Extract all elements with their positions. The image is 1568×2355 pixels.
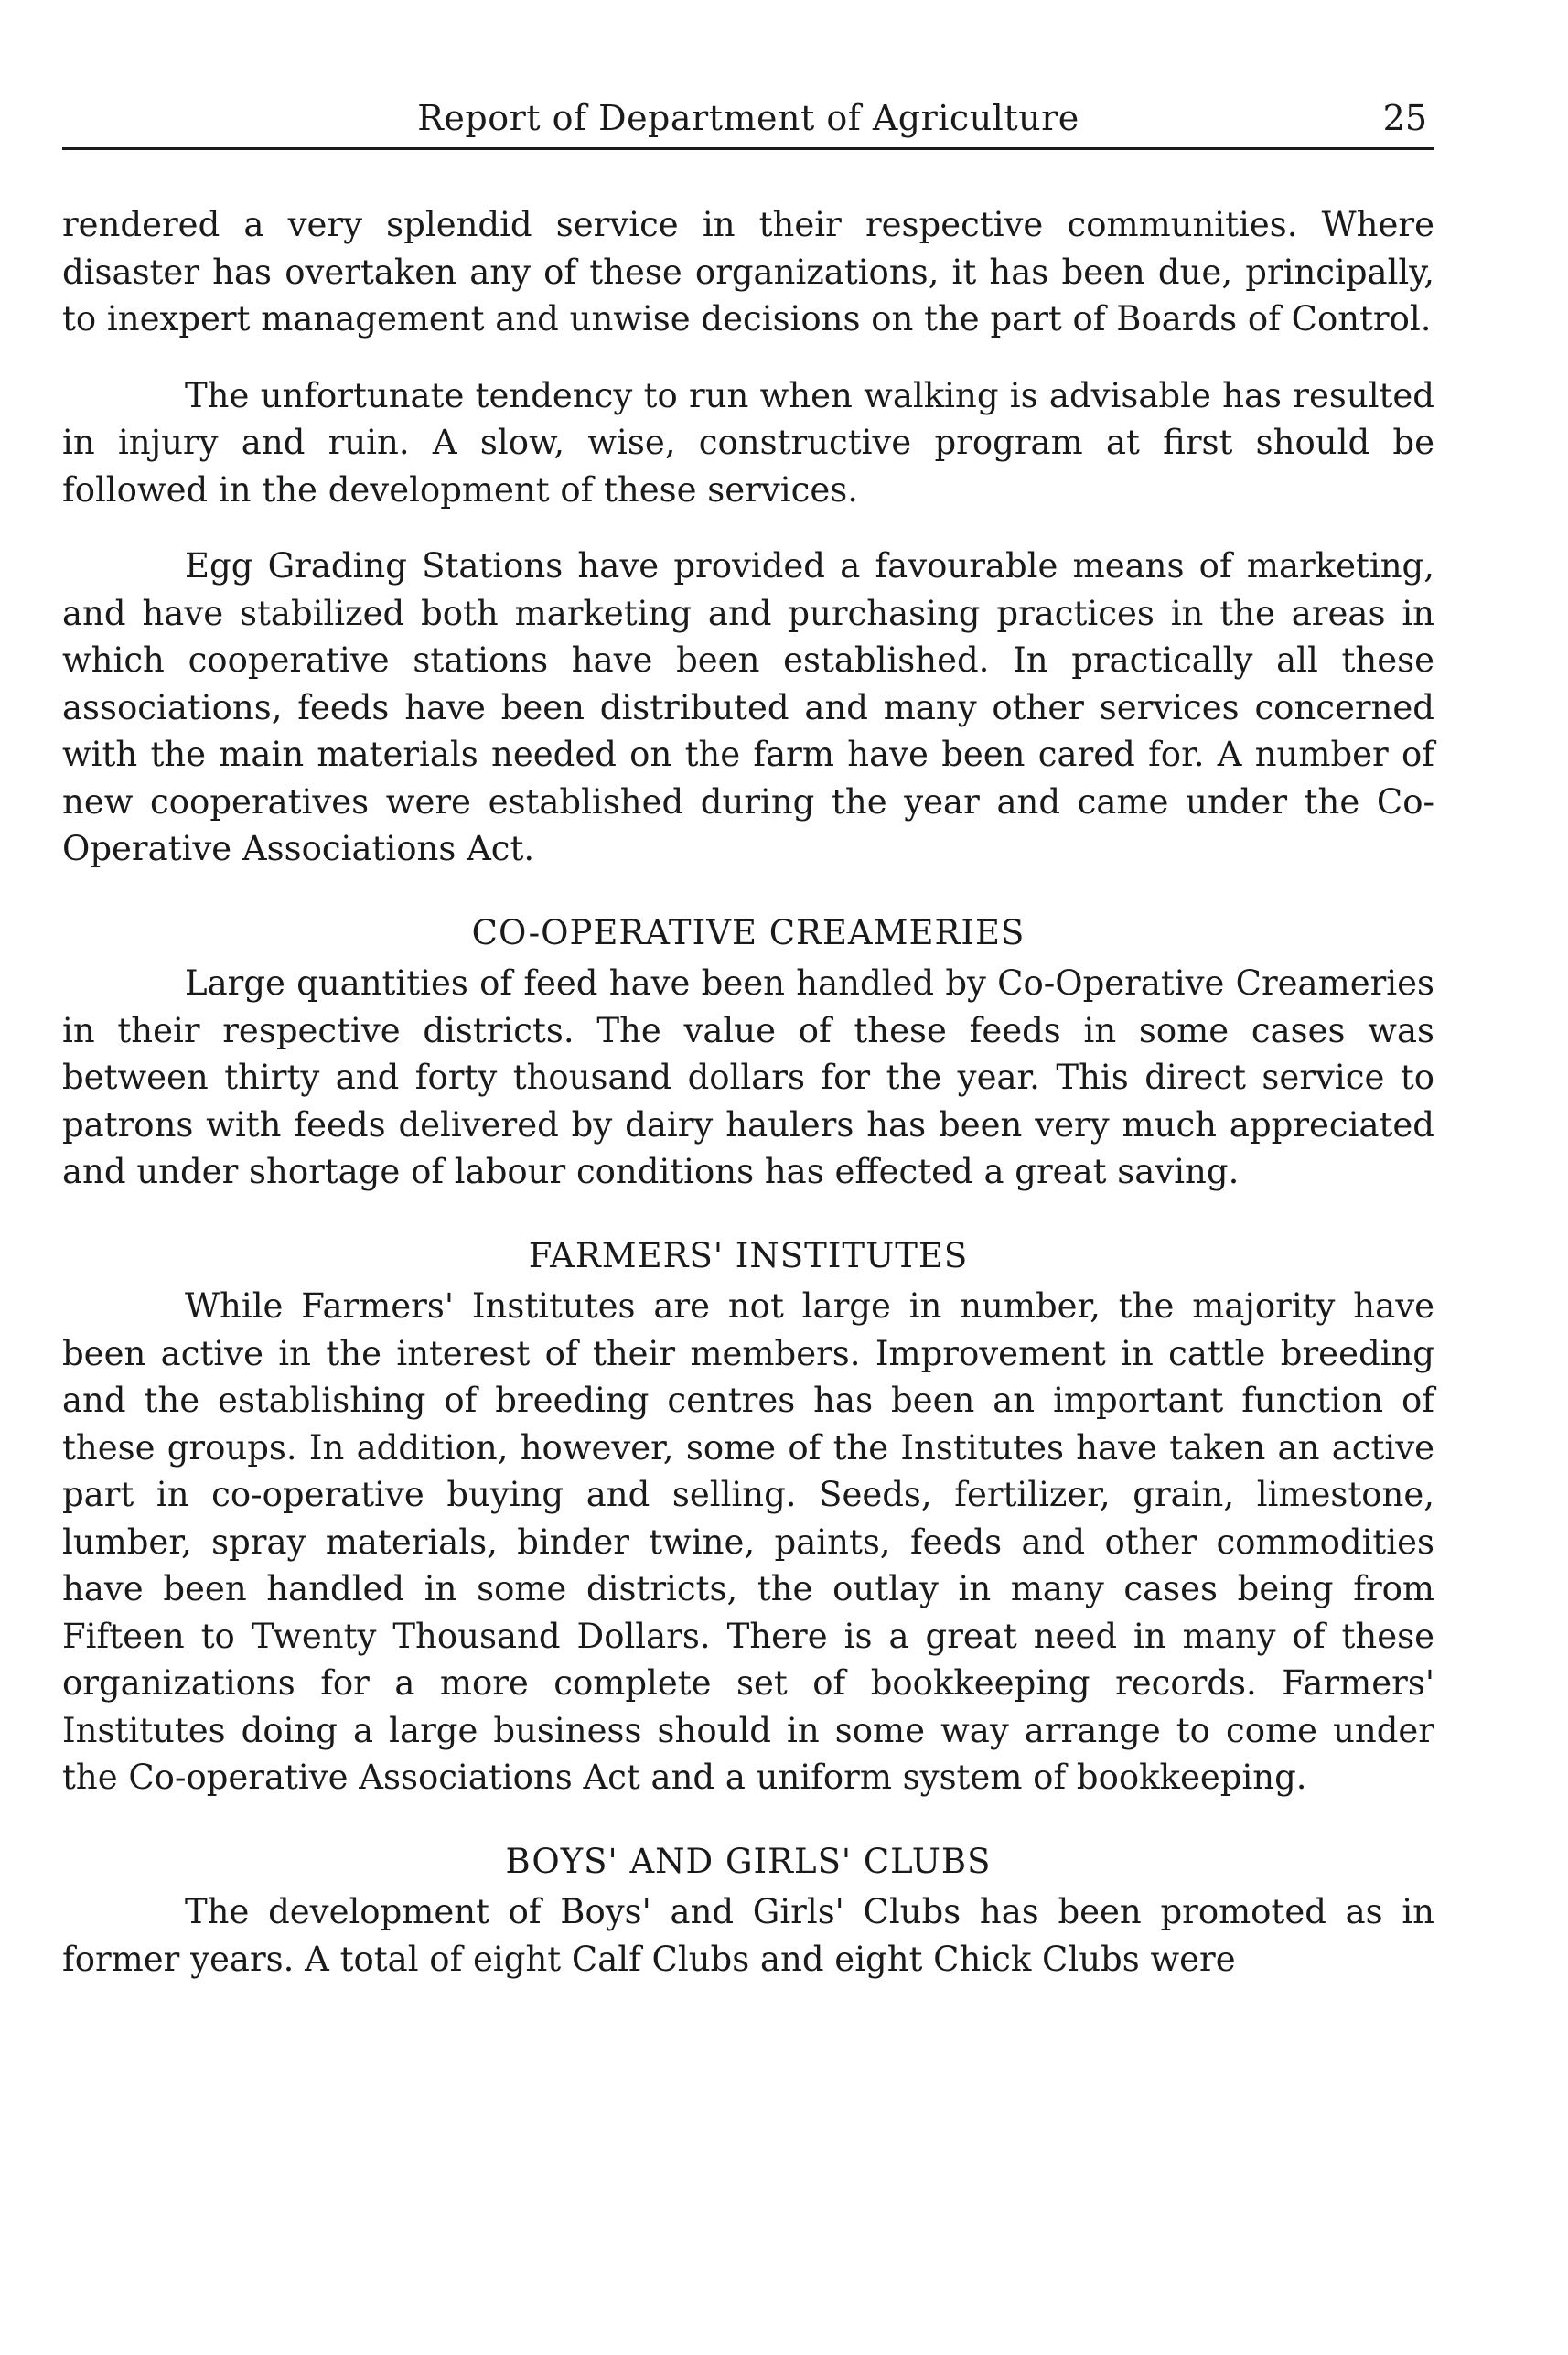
paragraph-tendency: The unfortunate tendency to run when walking is advisable has resulted in injury and ruin. A slow, wise, constructive program at first should be followed in the development of these services.	[62, 375, 1434, 510]
heading-cooperative-creameries: CO-OPERATIVE CREAMERIES	[471, 912, 1026, 952]
page-number: 25	[1382, 98, 1427, 138]
paragraph-institutes: While Farmers' Institutes are not large in number, the majority have been active in the interest of their members. Improvement in cattle breeding and the establishing of breeding centres has been an important function of these groups. In addition, however, some of the Institutes have taken an active part in co-operative buying and selling. Seeds, fertilizer, grain, limestone, lumber, spray materials, binder twine, paints, feeds and other commodities have been handled in some districts, the outlay in many cases being from Fifteen to Twenty Thousand Dollars. There is a great need in many of these organizations for a more complete set of bookkeeping records. Farmers' Institutes doing a large business should in some way arrange to come under the Co-operative Associations Act and a uniform system of bookkeeping.	[62, 1286, 1434, 1797]
paragraph-clubs: The development of Boys' and Girls' Clubs has been promoted as in former years. A total of eight Calf Clubs and eight Chick Clubs were	[62, 1892, 1434, 1979]
paragraph-egg-grading: Egg Grading Stations have provided a favourable means of marketing, and have stabilized both marketing and purchasing practices in the areas in which cooperative stations have been established. In practically all these associations, feeds have been distributed and many other services concerned with the main materials needed on the farm have been cared for. A number of new cooperatives were established during the year and came under the Co-Operative Associations Act.	[62, 546, 1434, 868]
document-page	[62, 87, 1434, 2301]
paragraph-continuation: rendered a very splendid service in their respective communities. Where disaster has overtaken any of these organizations, it has been due, principally, to inexpert management and unwise decisions on the part of Boards of Control.	[62, 205, 1434, 339]
paragraph-creameries: Large quantities of feed have been handled by Co-Operative Creameries in their respective districts. The value of these feeds in some cases was between thirty and forty thousand dollars for the year. This direct service to patrons with feeds delivered by dairy haulers has been very much appreciated and under shortage of labour conditions has effected a great saving.	[62, 963, 1434, 1191]
heading-boys-girls-clubs: BOYS' AND GIRLS' CLUBS	[505, 1841, 992, 1881]
heading-farmers-institutes: FARMERS' INSTITUTES	[528, 1235, 969, 1275]
running-header	[62, 87, 1434, 150]
body-text	[62, 201, 1434, 1983]
running-title: Report of Department of Agriculture	[417, 98, 1079, 138]
